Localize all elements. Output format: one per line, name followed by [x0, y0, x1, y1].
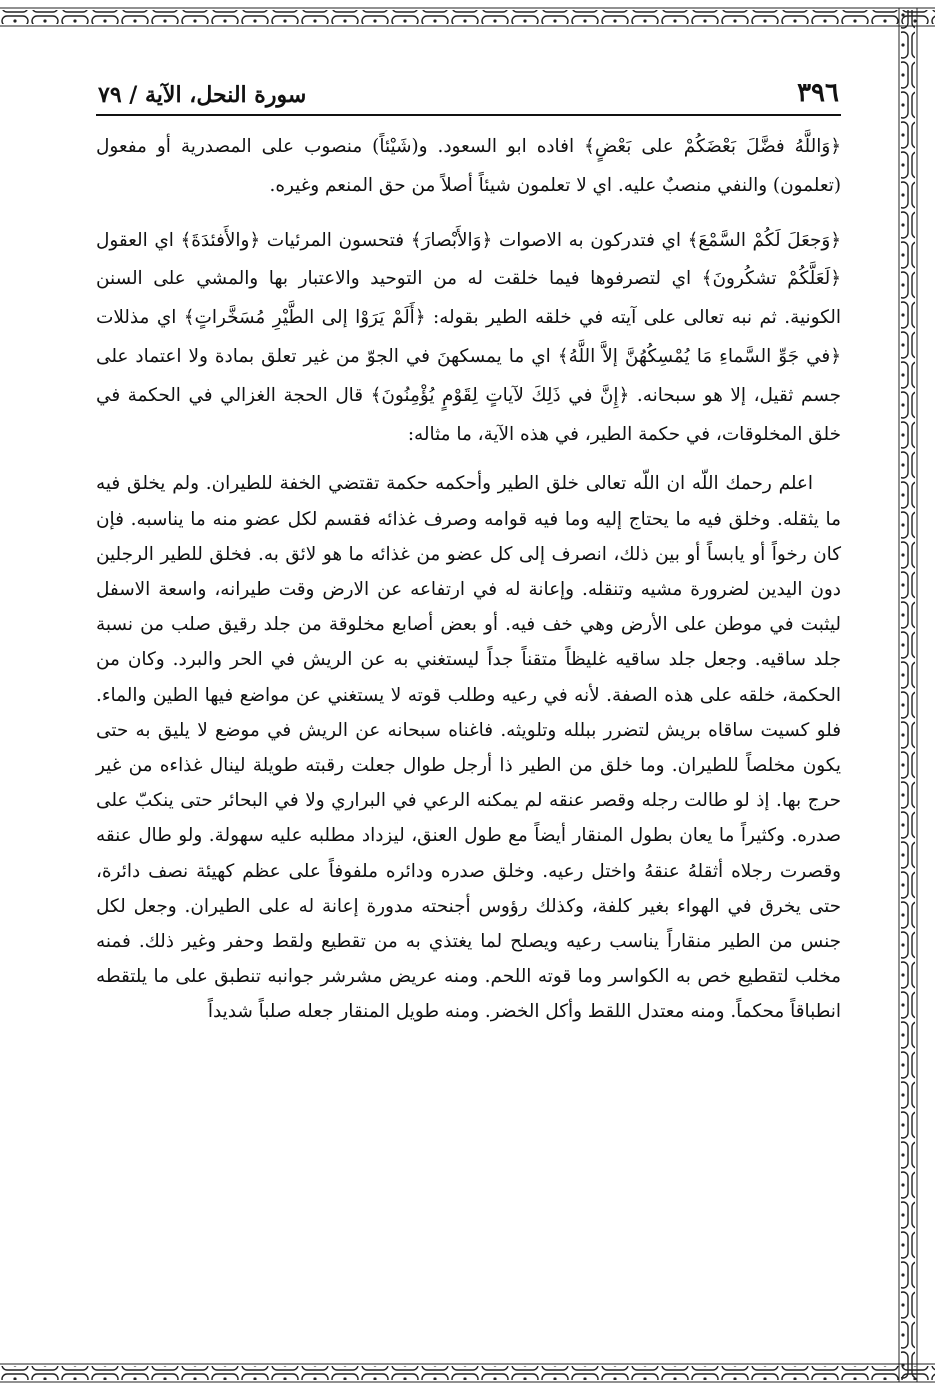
surah-title: سورة النحل، الآية / ٧٩: [98, 82, 307, 108]
page-header: [96, 66, 841, 116]
commentary-block: [96, 128, 841, 454]
page-number: ٣٩٦: [797, 78, 839, 108]
paragraph: ﴿وَجعَلَ لَكُمْ السَّمْعَ﴾ اي فتدركون به الاصوات ﴿وَالأَبْصارَ﴾ فتحسون المرئيات ﴿والأَفئدَةَ﴾ اي العقول ﴿لَعَلَّكُمْ تشكُرونَ﴾ اي لتصرفوها فيما خلقت له من التوحيد والاعتبار بها والمشي على السنن الكونية. ثم نبه تعالى على آيته في خلقه الطير بقوله: ﴿أَلَمْ يَرَوْا إلى الطَّيْرِ مُسَخَّراتٍ﴾ اي مذللات ﴿في جَوِّ السَّماءِ مَا يُمْسِكُهُنَّ إلاَّ اللَّهُ﴾ اي ما يمسكهنَ في الجوّ من غير تعلق بمادة ولا اعتماد على جسم ثقيل، إلا هو سبحانه. ﴿إِنَّ في ذَلِكَ لآياتٍ لِقَوْمٍ يُؤْمِنُونَ﴾ قال الحجة الغزالي في الحكمة في خلق المخلوقات، في حكمة الطير، في هذه الآية، ما مثاله:: [96, 229, 841, 445]
book-page: [96, 66, 841, 1366]
ghazali-quote: اعلم رحمك اللّه ان اللّه تعالى خلق الطير وأحكمه حكمة تقتضي الخفة للطيران. ولم يخلق فيه ما يثقله. وخلق فيه ما يحتاج إليه وما فيه قوامه وصرف غذائه فقسم لكل عضو منه ما يناسبه. فإن كان رخواً أو يابساً أو بين ذلك، انصرف إلى كل عضو من غذائه ما هو لائق به. فخلق للطير الرجلين دون اليدين لضرورة مشيه وتنقله. وإعانة له في ارتفاعه عن الارض وقت طيرانه، واسعة الاسفل ليثبت في موطن على الأرض وهي خف فيه. أو بعض أصابع مخلوقة من جلد رقيق صلب من نسبة جلد ساقيه. وجعل جلد ساقيه غليظاً متقناً جداً ليستغني به عن الريش في الحر والبرد. وكان من الحكمة، خلقه على هذه الصفة. لأنه في رعيه وطلب قوته لا يستغني عن مواضع فيها الطين والماء. فلو كسيت ساقاه بريش لتضرر ببلله وتلويثه. فاغناه سبحانه عن الريش في موضع لا يليق به حتى يكون مخلصاً للطيران. وما خلق من الطير ذا أرجل طوال جعلت رقبته طويلة لينال غذاءه من غير حرج بها. إذ لو طالت رجله وقصر عنقه لم يمكنه الرعي في البراري ولا في البحائر حتى ينكبّ على صدره. وكثيراً ما يعان بطول المنقار أيضاً مع طول العنق، ليزداد مطلبه عليه سهولة. ولو طال عنقه وقصرت رجلاه أثقلهُ عنقهُ واختل رعيه. وخلق صدره ودائره ملفوفاً على عظم كهيئة نصف دائرة، حتى يخرق في الهواء بغير كلفة، وكذلك رؤوس أجنحته مدورة إعانة له على الطيران. وجعل لكل جنس من الطير منقاراً يناسب رعيه ويصلح لما يغتذي به من تقطيع ولقط وحفر وغير ذلك. فمنه مخلب لتقطيع خص به الكواسر وما قوته اللحم. ومنه عريض مشرشر جوانبه تنطبق على ما يلتقطه انطباقاً محكماً. ومنه معتدل اللقط وأكل الخضر. ومنه طويل المنقار جعله صلباً شديداً: [96, 473, 841, 1023]
paragraph-spacer: [96, 206, 841, 222]
paragraph: ﴿وَاللَّهُ فضَّلَ بَعْضَكُمْ على بَعْضٍ﴾ افاده ابو السعود. و(شَيْئاً) منصوب على المصدرية أو مفعول (تعلمون) والنفي منصبٌ عليه. اي لا تعلمون شيئاً أصلاً من حق المنعم وغيره.: [96, 136, 841, 196]
